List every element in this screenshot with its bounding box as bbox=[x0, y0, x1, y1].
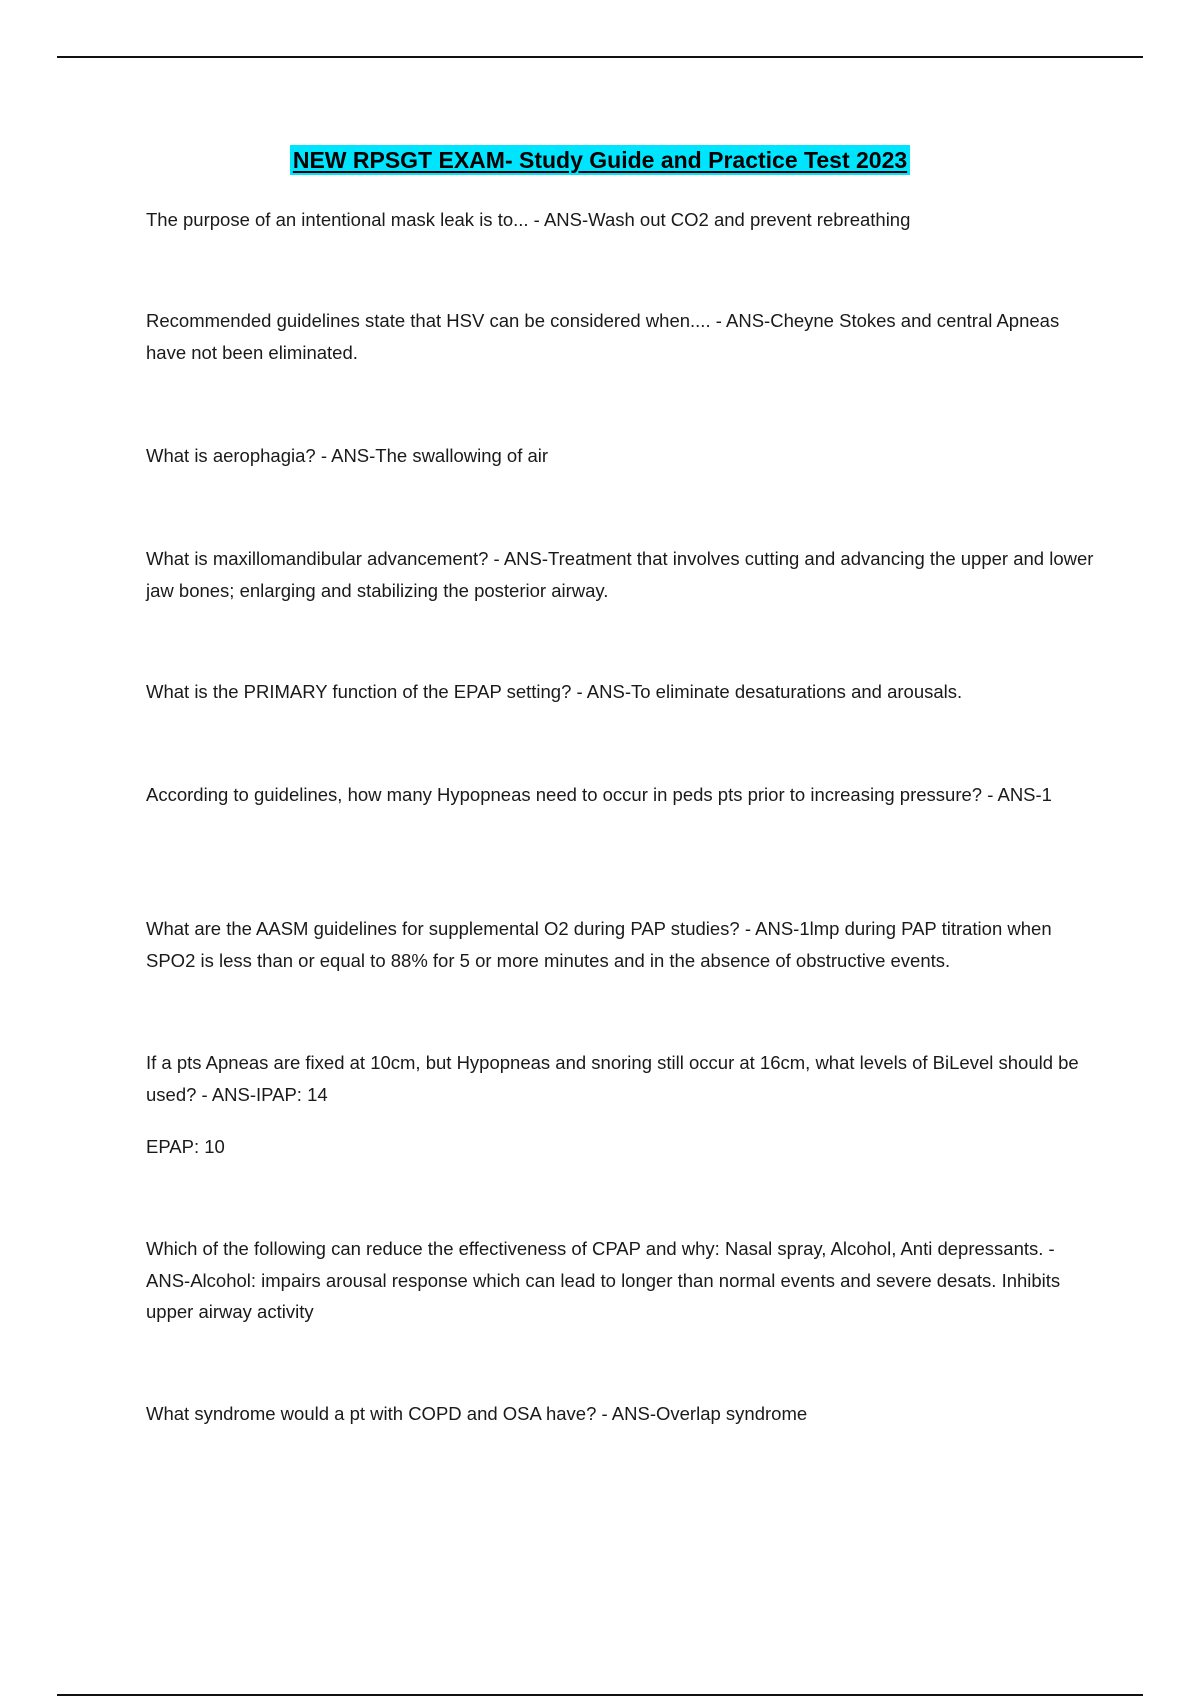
document-title: NEW RPSGT EXAM- Study Guide and Practice Test 2023 bbox=[290, 145, 910, 175]
qa-item bbox=[146, 1233, 1096, 1328]
qa-text: Recommended guidelines state that HSV can be considered when.... - ANS-Cheyne Stokes and central Apneas have not been eliminated. bbox=[146, 310, 1060, 363]
qa-text: What syndrome would a pt with COPD and OSA have? - ANS-Overlap syndrome bbox=[146, 1403, 808, 1424]
qa-item bbox=[146, 676, 1096, 708]
qa-item bbox=[146, 305, 1096, 368]
qa-item bbox=[146, 779, 1096, 811]
qa-text: According to guidelines, how many Hypopneas need to occur in peds pts prior to increasing pressure? - ANS-1 bbox=[146, 784, 1052, 805]
qa-text-continuation: EPAP: 10 bbox=[146, 1136, 225, 1157]
qa-item bbox=[146, 543, 1096, 606]
qa-text: What is maxillomandibular advancement? - ANS-Treatment that involves cutting and advancing the upper and lower jaw bones; enlarging and stabilizing the posterior airway. bbox=[146, 548, 1094, 601]
qa-item bbox=[146, 440, 1096, 472]
header-divider bbox=[57, 56, 1143, 58]
qa-text: What is aerophagia? - ANS-The swallowing of air bbox=[146, 445, 549, 466]
qa-item bbox=[146, 1047, 1096, 1163]
qa-item bbox=[146, 1398, 1096, 1430]
footer-divider bbox=[57, 1694, 1143, 1696]
qa-text: The purpose of an intentional mask leak is to... - ANS-Wash out CO2 and prevent rebreathing bbox=[146, 209, 911, 230]
qa-item bbox=[146, 204, 1096, 236]
qa-item bbox=[146, 913, 1096, 976]
qa-text: Which of the following can reduce the effectiveness of CPAP and why: Nasal spray, Alcohol, Anti depressants. - ANS-Alcohol: impairs arousal response which can lead to longer than normal events and severe desats. Inhibits upper airway activity bbox=[146, 1238, 1061, 1322]
document-header bbox=[0, 145, 1200, 175]
qa-text: What are the AASM guidelines for supplemental O2 during PAP studies? - ANS-1lmp during PAP titration when SPO2 is less than or equal to 88% for 5 or more minutes and in the absence of obstructive events. bbox=[146, 918, 1052, 971]
qa-text: What is the PRIMARY function of the EPAP setting? - ANS-To eliminate desaturations and arousals. bbox=[146, 681, 963, 702]
qa-text: If a pts Apneas are fixed at 10cm, but Hypopneas and snoring still occur at 16cm, what levels of BiLevel should be used? - ANS-IPAP: 14 bbox=[146, 1052, 1079, 1105]
